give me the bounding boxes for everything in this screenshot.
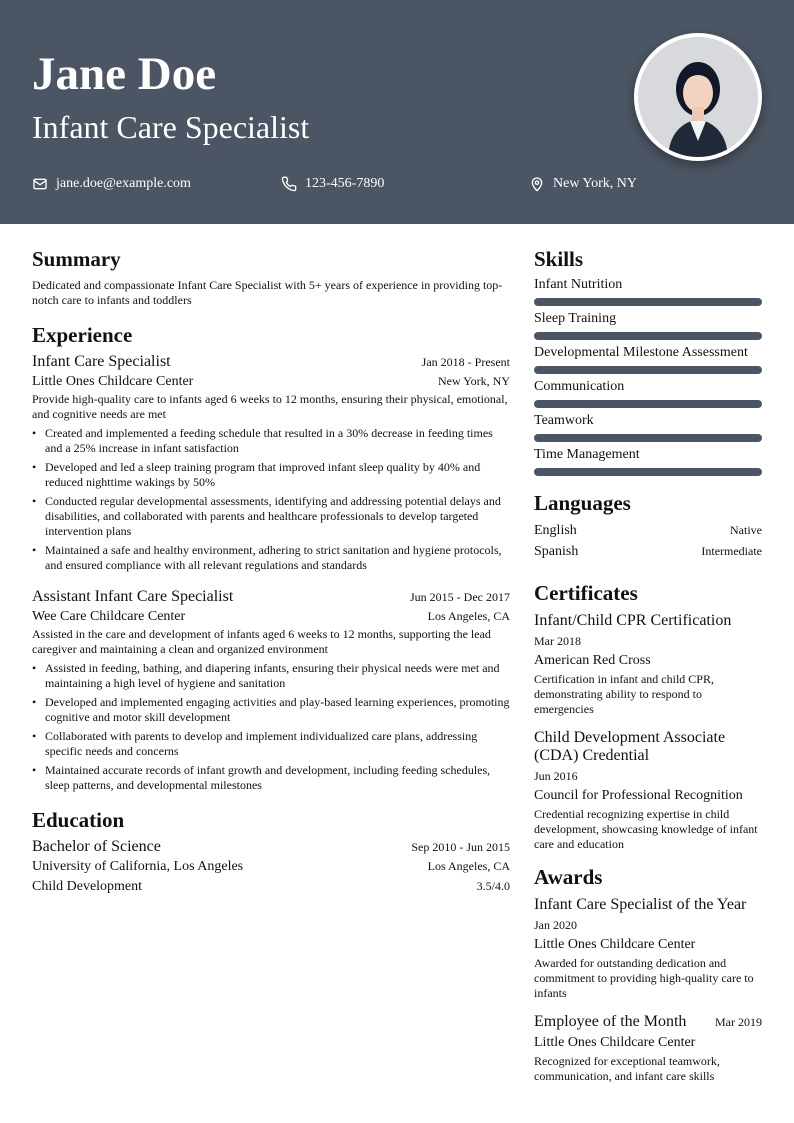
skill-name: Infant Nutrition — [534, 277, 623, 292]
certificate-item — [534, 612, 762, 717]
language-level: Native — [730, 523, 762, 537]
award-title: Infant Care Specialist of the Year — [534, 896, 747, 913]
location-pin-icon — [529, 176, 545, 192]
language-name: Spanish — [534, 544, 579, 559]
skill-level-bar — [534, 298, 762, 306]
skill-item — [534, 446, 762, 476]
experience-section — [32, 322, 510, 793]
certificate-issuer: American Red Cross — [534, 653, 651, 668]
phone-icon — [281, 176, 297, 192]
skill-name: Communication — [534, 379, 625, 394]
certificate-item — [534, 729, 762, 852]
job-dates: Jun 2015 - Dec 2017 — [410, 590, 510, 604]
job-company: Little Ones Childcare Center — [32, 374, 194, 389]
skill-level-bar — [534, 434, 762, 442]
language-name: English — [534, 523, 577, 538]
mail-icon — [32, 176, 48, 192]
candidate-name: Jane Doe — [32, 48, 217, 100]
contact-email[interactable] — [32, 174, 191, 194]
job-bullet: • Developed and implemented engaging activities and play-based learning experiences, promoting cognitive and motor skill development — [32, 695, 510, 725]
skill-level-bar — [534, 332, 762, 340]
contact-phone[interactable] — [281, 174, 384, 194]
certificates-heading: Certificates — [534, 581, 638, 605]
award-date: Mar 2019 — [715, 1015, 762, 1029]
skill-name: Teamwork — [534, 413, 594, 428]
language-item — [534, 541, 762, 562]
award-item — [534, 896, 762, 1001]
job-title: Assistant Infant Care Specialist — [32, 588, 234, 605]
skill-item — [534, 310, 762, 340]
job-bullet: • Created and implemented a feeding schedule that resulted in a 30% decrease in feeding times and a 25% increase in infant satisfaction — [32, 426, 510, 456]
education-field: Child Development — [32, 879, 143, 894]
education-degree: Bachelor of Science — [32, 838, 161, 855]
award-item — [534, 1013, 762, 1084]
skills-heading: Skills — [534, 247, 584, 271]
languages-heading: Languages — [534, 491, 631, 515]
skill-item — [534, 344, 762, 374]
job-bullet: • Collaborated with parents to develop and implement individualized care plans, addressing specific needs and concerns — [32, 729, 510, 759]
languages-section — [534, 490, 762, 562]
resume-header — [0, 0, 794, 224]
certificate-description: Credential recognizing expertise in child development, showcasing knowledge of infant care and education — [534, 807, 758, 851]
summary-section — [32, 246, 510, 308]
awards-section — [534, 864, 762, 1084]
certificate-date: Mar 2018 — [534, 634, 581, 648]
job-company: Wee Care Childcare Center — [32, 609, 186, 624]
education-dates: Sep 2010 - Jun 2015 — [411, 840, 510, 854]
education-heading: Education — [32, 808, 125, 832]
job-bullet: • Maintained accurate records of infant growth and development, including feeding schedules, sleep patterns, and developmental milestones — [32, 763, 510, 793]
skill-level-bar — [534, 468, 762, 476]
certificate-date: Jun 2016 — [534, 769, 578, 783]
skill-name: Sleep Training — [534, 311, 617, 326]
job-bullet: • Conducted regular developmental assessments, identifying and addressing potential delays and disabilities, and collaborated with parents and healthcare professionals to develop targeted intervention plans — [32, 494, 510, 539]
award-issuer: Little Ones Childcare Center — [534, 937, 696, 952]
certificate-title: Child Development Associate (CDA) Credential — [534, 729, 726, 764]
skill-item — [534, 378, 762, 408]
certificate-title: Infant/Child CPR Certification — [534, 612, 732, 629]
job-entry — [32, 587, 510, 793]
summary-heading: Summary — [32, 247, 121, 271]
job-location: Los Angeles, CA — [427, 609, 510, 623]
job-description: Provide high-quality care to infants aged 6 weeks to 12 months, ensuring their physical, emotional, and cognitive needs are met — [32, 392, 508, 421]
job-title: Infant Care Specialist — [32, 353, 171, 370]
skill-item — [534, 276, 762, 306]
job-bullet: • Maintained a safe and healthy environment, adhering to strict sanitation and hygiene protocols, and ensured compliance with all relevant regulations and standards — [32, 543, 510, 573]
profile-photo — [634, 33, 762, 161]
award-description: Recognized for exceptional teamwork, communication, and infant care skills — [534, 1054, 720, 1083]
skill-name: Developmental Milestone Assessment — [534, 345, 748, 360]
job-bullets — [32, 661, 510, 793]
person-portrait-icon — [638, 37, 758, 157]
award-title: Employee of the Month — [534, 1013, 687, 1030]
education-location: Los Angeles, CA — [427, 859, 510, 873]
skill-name: Time Management — [534, 447, 640, 462]
awards-heading: Awards — [534, 865, 603, 889]
job-entry — [32, 352, 510, 573]
right-column — [534, 246, 762, 1098]
email-text[interactable]: jane.doe@example.com — [56, 176, 191, 191]
award-description: Awarded for outstanding dedication and commitment to providing high-quality care to infants — [534, 956, 754, 1000]
award-date: Jan 2020 — [534, 918, 577, 932]
job-dates: Jan 2018 - Present — [421, 355, 510, 369]
language-item — [534, 520, 762, 541]
skills-section — [534, 246, 762, 476]
phone-text[interactable]: 123-456-7890 — [305, 176, 385, 191]
certificate-issuer: Council for Professional Recognition — [534, 788, 743, 803]
skill-level-bar — [534, 366, 762, 374]
summary-text: Dedicated and compassionate Infant Care Specialist with 5+ years of experience in providing top-notch care to infants and toddlers — [32, 278, 503, 307]
skill-level-bar — [534, 400, 762, 408]
skill-item — [534, 412, 762, 442]
certificates-section — [534, 580, 762, 852]
education-school: University of California, Los Angeles — [32, 859, 244, 874]
job-bullet: • Assisted in feeding, bathing, and diapering infants, ensuring their physical needs were met and maintaining a high level of hygiene and sanitation — [32, 661, 510, 691]
location-text: New York, NY — [553, 176, 638, 191]
award-issuer: Little Ones Childcare Center — [534, 1035, 696, 1050]
education-gpa: 3.5/4.0 — [476, 879, 510, 893]
job-bullet: • Developed and led a sleep training program that improved infant sleep quality by 40% and reduced nighttime wakings by 50% — [32, 460, 510, 490]
education-section — [32, 807, 510, 897]
job-location: New York, NY — [437, 374, 510, 388]
left-column — [32, 246, 510, 911]
contact-location — [529, 174, 637, 194]
language-level: Intermediate — [701, 544, 762, 558]
job-bullets — [32, 426, 510, 573]
job-description: Assisted in the care and development of infants aged 6 weeks to 12 months, supporting the lead caregiver and maintaining a clean and organized environment — [32, 627, 491, 656]
candidate-title: Infant Care Specialist — [32, 109, 310, 145]
experience-heading: Experience — [32, 323, 133, 347]
certificate-description: Certification in infant and child CPR, demonstrating ability to respond to emergencies — [534, 672, 714, 716]
